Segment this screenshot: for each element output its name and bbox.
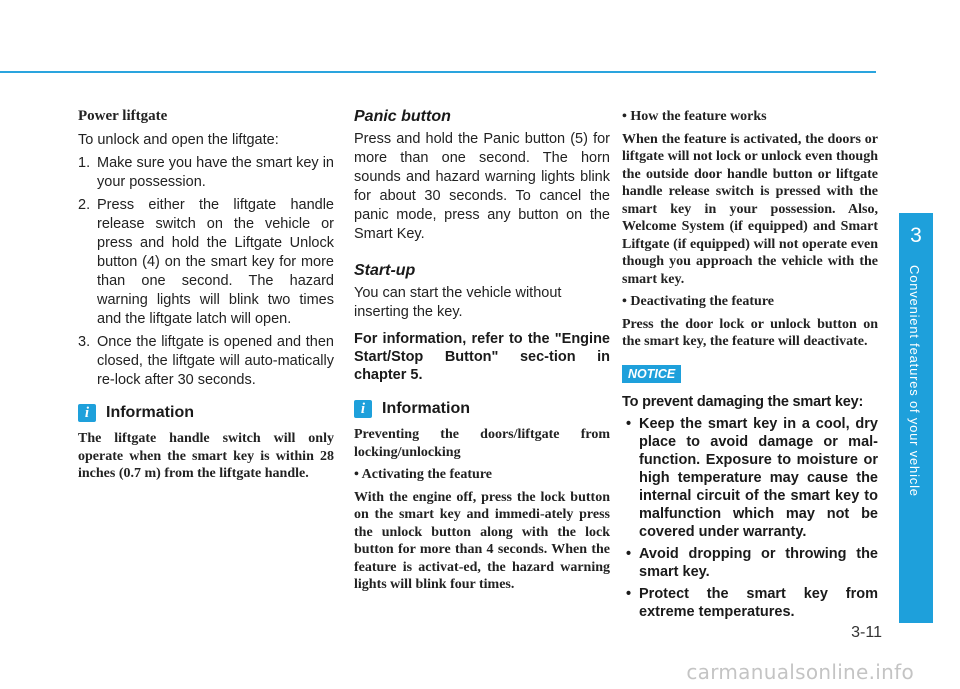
feature-line: • Deactivating the feature [622, 294, 774, 309]
step-number: 2. [78, 197, 91, 213]
notice-bullet [622, 415, 878, 541]
information-title: Information [106, 404, 194, 421]
bullet-text: Keep the smart key in a cool, dry place to avoid damage or mal-function. Exposure to moisture or high temperature may cause the internal circuit of the smart key to malfunction which may not be covered under warranty. [639, 415, 878, 540]
feature-line: • How the feature works [622, 109, 767, 124]
info-line: Preventing the doors/liftgate from locking/unlocking [354, 427, 610, 460]
chapter-title: Convenient features of your vehicle [907, 265, 922, 497]
watermark: carmanualsonline.info [686, 660, 914, 684]
notice-lead: To prevent damaging the smart key: [622, 393, 864, 410]
info-line: • Activating the feature [354, 467, 493, 482]
chapter-number: 3 [910, 224, 922, 247]
panic-button-text: Press and hold the Panic button (5) for more than one second. The horn sounds and hazard warning lights blink for about 30 seconds. To cancel the panic mode, press any button on the Smart Key. [354, 131, 610, 242]
startup-text: You can start the vehicle without inserting the key. [354, 285, 562, 320]
step-text: Press either the liftgate handle release switch on the vehicle or press and hold the Liftgate Unlock button (4) on the smart key for more than one second. The hazard warning lights will blink two times and the liftgate latch will open. [97, 197, 334, 327]
page-number: 3-11 [851, 624, 882, 641]
top-rule [0, 71, 876, 73]
bullet-dot: • [626, 545, 632, 562]
info-line: With the engine off, press the lock button on the smart key and immedi-ately press the unlock button along with the lock button for more than 4 seconds. When the feature is activat-ed, the hazard warning lights will blink four times. [354, 489, 610, 592]
step-text: Make sure you have the smart key in your possession. [97, 155, 334, 190]
column-2 [354, 108, 610, 594]
step-2 [78, 196, 334, 329]
information-text: The liftgate handle switch will only operate when the smart key is within 28 inches (0.7 m) from the liftgate handle. [78, 431, 334, 481]
notice-badge: NOTICE [622, 365, 681, 383]
bullet-dot: • [626, 585, 632, 602]
liftgate-intro: To unlock and open the liftgate: [78, 132, 279, 148]
bullet-dot: • [626, 415, 632, 432]
column-3 [622, 108, 878, 621]
step-number: 3. [78, 334, 91, 350]
column-1 [78, 108, 334, 483]
feature-line: Press the door lock or unlock button on the smart key, the feature will deactivate. [622, 316, 878, 349]
startup-heading: Start-up [354, 262, 416, 279]
info-icon: i [78, 404, 96, 422]
bullet-text: Avoid dropping or throwing the smart key. [639, 545, 878, 580]
information-header [78, 404, 334, 422]
information-header [354, 400, 610, 418]
step-number: 1. [78, 155, 91, 171]
feature-line: When the feature is activated, the doors or liftgate will not lock or unlock even though the outside door handle button or liftgate handle release switch is pressed with the smart key in your possession. Also, Welcome System (if equipped) and Smart Liftgate (if equipped) will not operate even though you approach the vehicle with the smart key. [622, 131, 878, 287]
info-icon: i [354, 400, 372, 418]
step-1 [78, 154, 334, 192]
notice-bullet [622, 545, 878, 581]
step-3 [78, 333, 334, 390]
step-text: Once the liftgate is opened and then closed, the liftgate will auto-matically re-lock after 30 seconds. [97, 334, 334, 388]
notice-bullet [622, 585, 878, 621]
panic-button-heading: Panic button [354, 108, 451, 125]
information-title: Information [382, 400, 470, 417]
bullet-text: Protect the smart key from extreme temperatures. [639, 585, 878, 620]
startup-reference: For information, refer to the "Engine Start/Stop Button" sec-tion in chapter 5. [354, 331, 610, 383]
power-liftgate-heading: Power liftgate [78, 108, 168, 124]
